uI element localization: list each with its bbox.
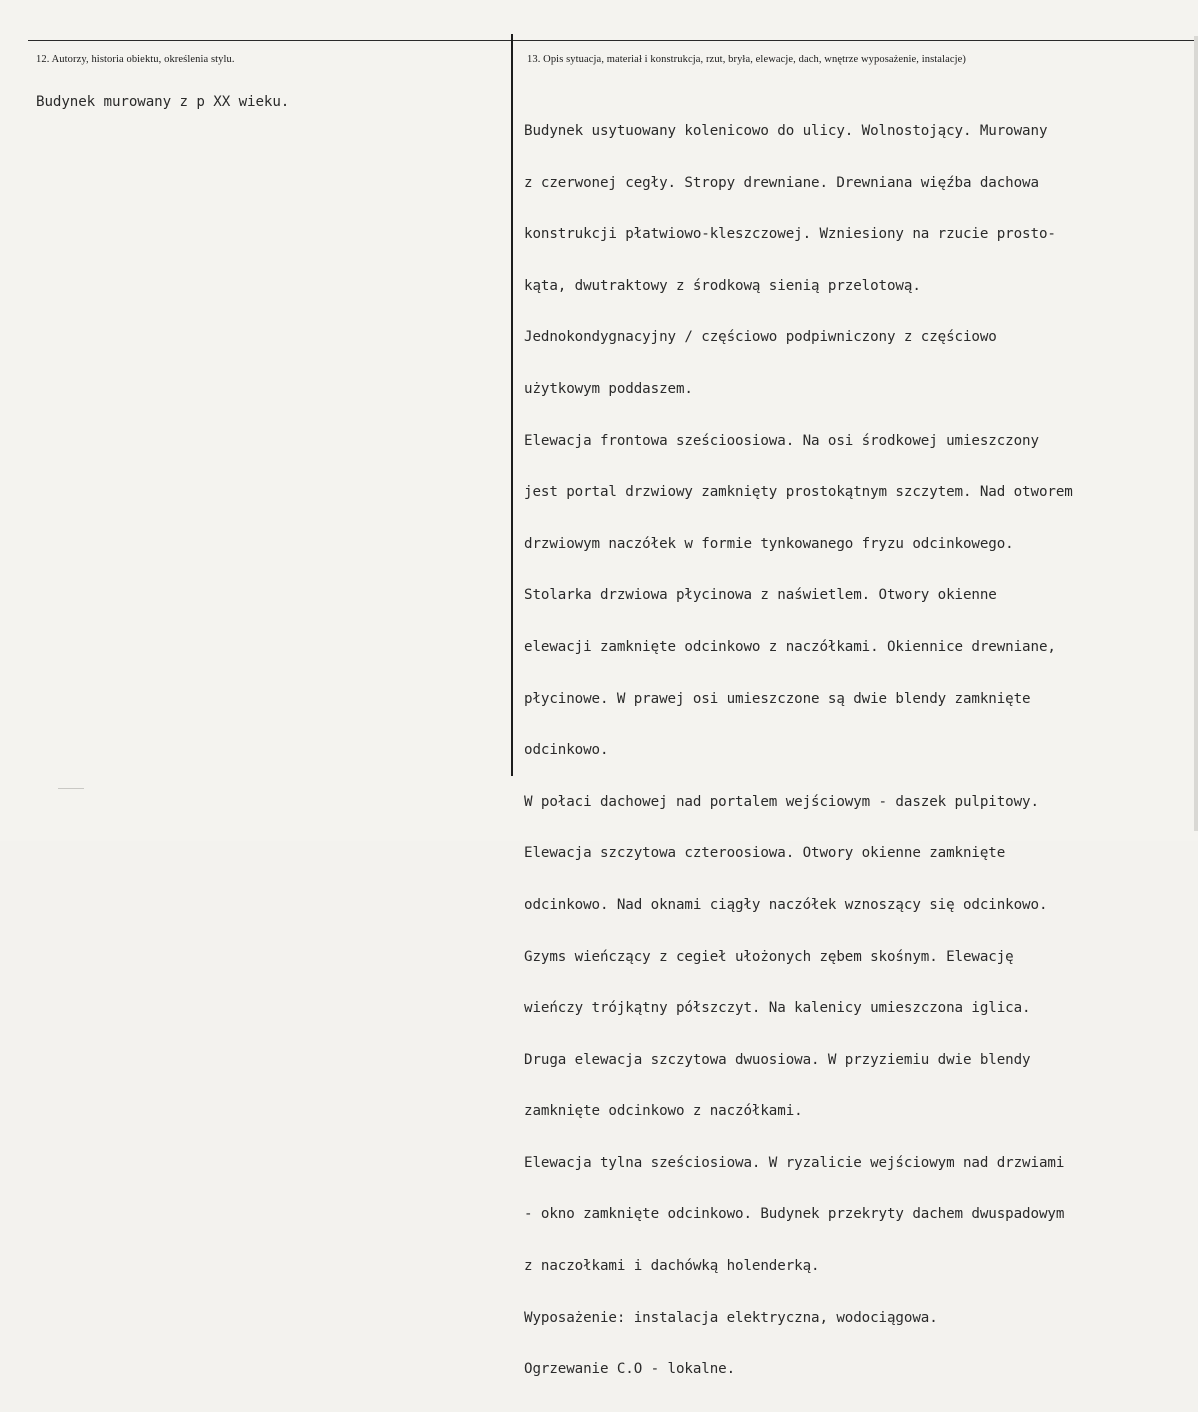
text-line: użytkowym poddaszem. (524, 380, 693, 397)
text-line: elewacji zamknięte odcinkowo z naczółkami. Okiennice drewniane, (524, 638, 1056, 655)
text-line: Ogrzewanie C.O - lokalne. (524, 1361, 736, 1378)
text-line: wieńczy trójkątny półszczyt. Na kalenicy umieszczona iglica. (524, 1000, 1031, 1017)
column-divider (511, 34, 513, 776)
section-12-text: Budynek murowany z p XX wieku. (36, 94, 290, 110)
text-line: Elewacja szczytowa czteroosiowa. Otwory okienne zamknięte (524, 845, 1006, 862)
section-13-text (524, 90, 1073, 1412)
text-line: z naczołkami i dachówką holenderką. (524, 1258, 820, 1275)
text-line: Jednokondygnacyjny / częściowo podpiwniczony z częściowo (524, 329, 997, 346)
text-line: Stolarka drzwiowa płycinowa z naświetlem. Otwory okienne (524, 587, 997, 604)
text-line: odcinkowo. Nad oknami ciągły naczółek wznoszący się odcinkowo. (524, 896, 1048, 913)
text-line: - okno zamknięte odcinkowo. Budynek przekryty dachem dwuspadowym (524, 1206, 1065, 1223)
text-line: z czerwonej cegły. Stropy drewniane. Drewniana więźba dachowa (524, 174, 1039, 191)
text-line: odcinkowo. (524, 742, 609, 759)
text-line: Elewacja tylna sześciosiowa. W ryzalicie wejściowym nad drzwiami (524, 1154, 1065, 1171)
paper-mark (58, 788, 84, 789)
text-line: W połaci dachowej nad portalem wejściowym - daszek pulpitowy. (524, 793, 1039, 810)
text-line: kąta, dwutraktowy z środkową sienią przelotową. (524, 277, 921, 294)
text-line: konstrukcji płatwiowo-kleszczowej. Wzniesiony na rzucie prosto- (524, 226, 1056, 243)
text-line: płycinowe. W prawej osi umieszczone są dwie blendy zamknięte (524, 690, 1031, 707)
text-line: Elewacja frontowa sześcioosiowa. Na osi środkowej umieszczony (524, 432, 1039, 449)
text-line: Gzyms wieńczący z cegieł ułożonych zębem skośnym. Elewację (524, 948, 1014, 965)
section-13-label: 13. Opis sytuacja, materiał i konstrukcja, rzut, bryła, elewacje, dach, wnętrze wyposażenie, instalacje) (527, 54, 966, 65)
text-line: zamknięte odcinkowo z naczółkami. (524, 1103, 803, 1120)
text-line: Druga elewacja szczytowa dwuosiowa. W przyziemiu dwie blendy (524, 1051, 1031, 1068)
text-line: drzwiowym naczółek w formie tynkowanego fryzu odcinkowego. (524, 535, 1014, 552)
header-rule (28, 40, 1196, 41)
section-12-label: 12. Autorzy, historia obiektu, określenia stylu. (36, 54, 235, 65)
text-line: Wyposażenie: instalacja elektryczna, wodociągowa. (524, 1309, 938, 1326)
text-line: jest portal drzwiowy zamknięty prostokątnym szczytem. Nad otworem (524, 484, 1073, 501)
text-line: Budynek usytuowany kolenicowo do ulicy. Wolnostojący. Murowany (524, 123, 1048, 139)
card-edge (1194, 36, 1198, 831)
